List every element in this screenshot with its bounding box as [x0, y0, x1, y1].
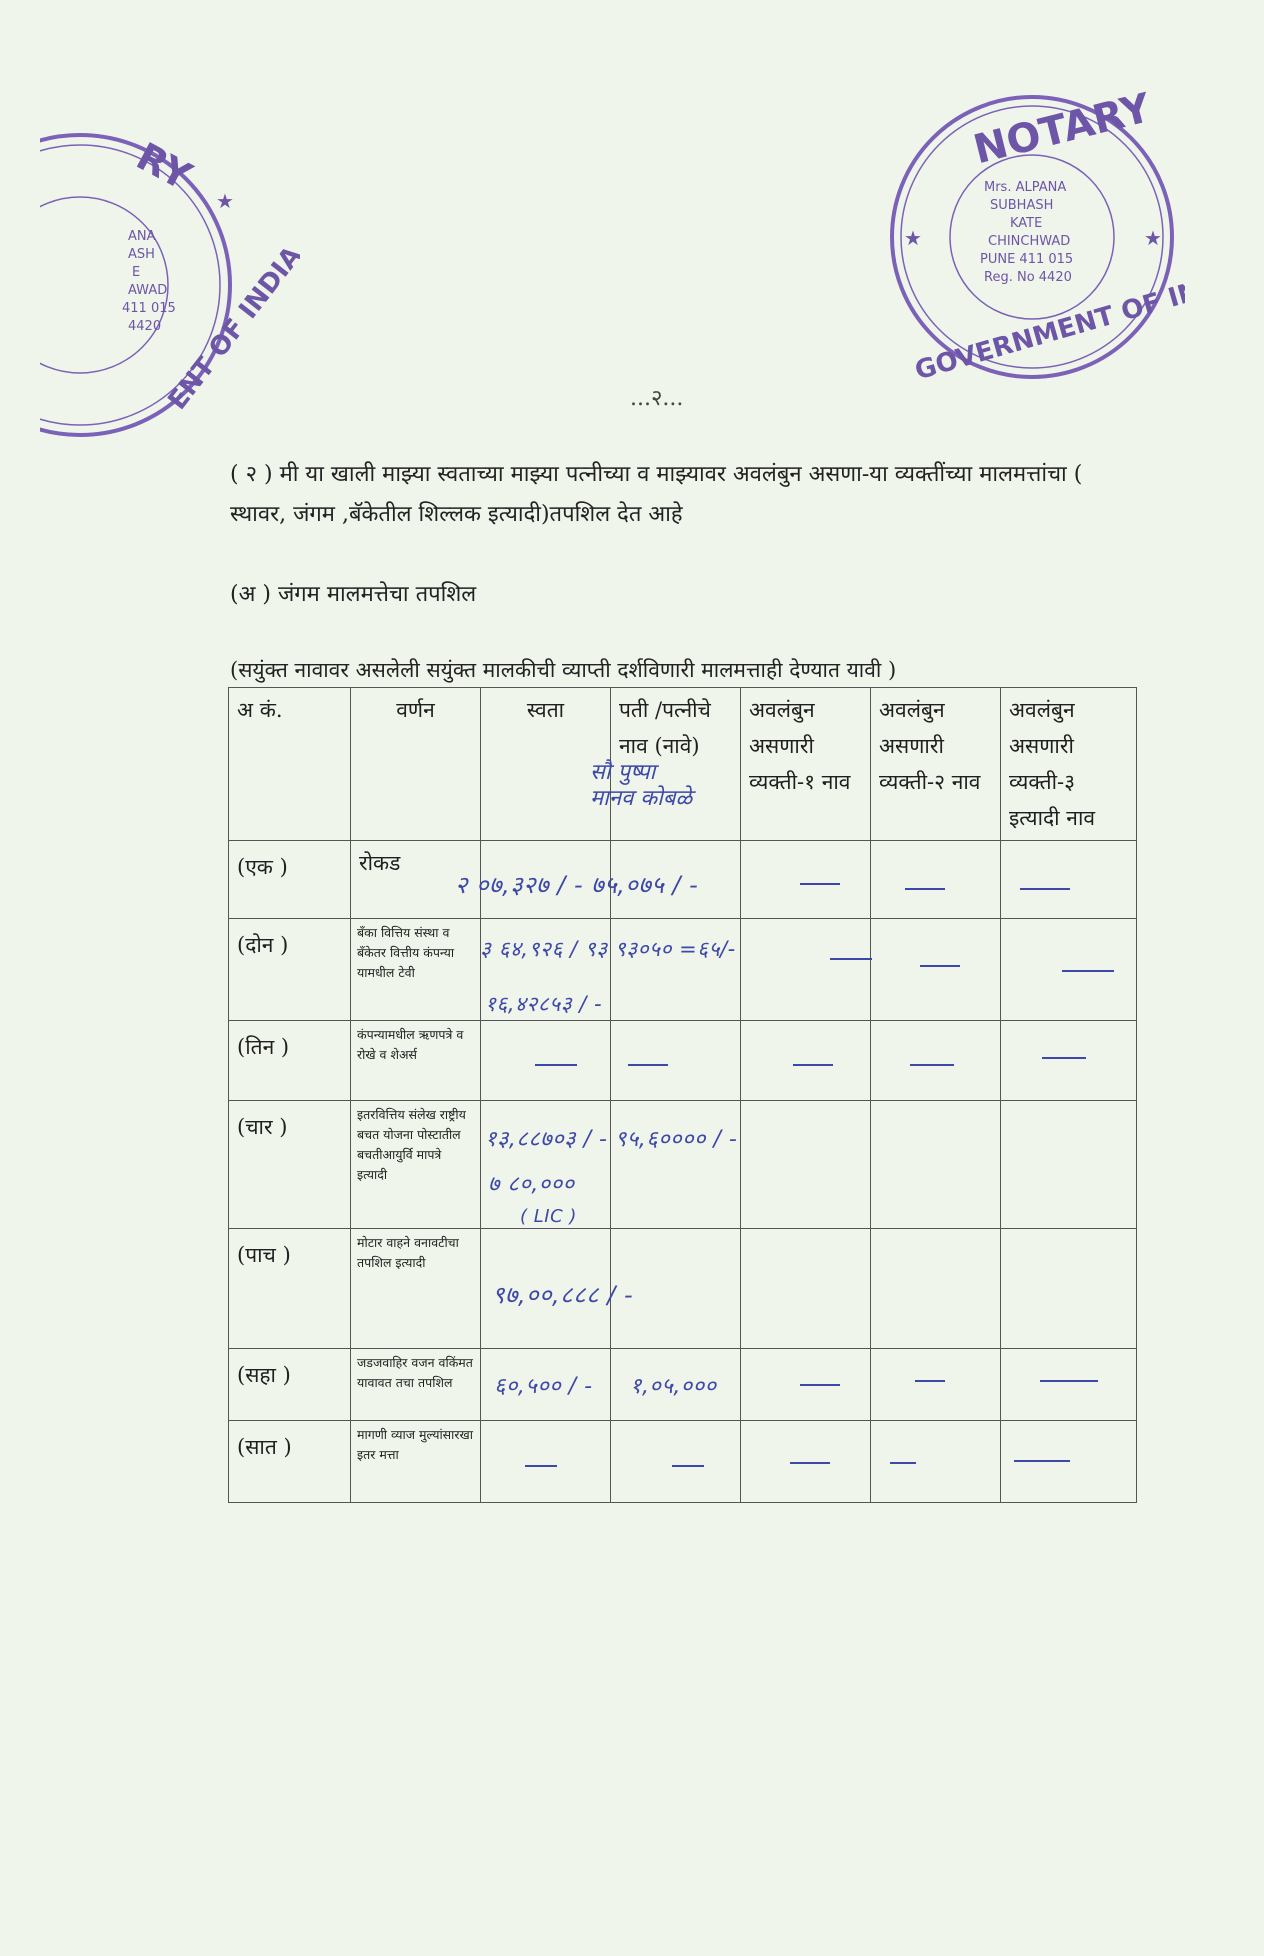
row-label: (पाच ) — [229, 1229, 351, 1349]
svg-text:SUBHASH: SUBHASH — [990, 198, 1054, 213]
nil-mark — [830, 958, 872, 960]
svg-text:KATE: KATE — [1010, 216, 1043, 231]
table-row — [229, 919, 1137, 1021]
row-description: इतरवित्तिय संलेख राष्ट्रीय बचत योजना पोस्टातील बचतीआयुर्वि मापत्रे इत्यादी — [351, 1101, 481, 1229]
stamp-right-ring: GOVERNMENT OF INDIA — [911, 262, 1185, 387]
nil-mark — [790, 1462, 830, 1464]
header-self: स्वता — [481, 688, 611, 841]
page-number: ...२... — [630, 386, 684, 411]
spouse-name-handwritten: सौ पुष्पा मानव कोबळे — [590, 760, 693, 811]
header-description: वर्णन — [351, 688, 481, 841]
header-dependent-1: अवलंबुन असणारी व्यक्ती-१ नाव — [741, 688, 871, 841]
header-spouse: पती /पत्नीचे नाव (नावे) — [611, 688, 741, 841]
table-row — [229, 1101, 1137, 1229]
table-row — [229, 1229, 1137, 1349]
row-description: रोकड — [351, 841, 481, 919]
nil-mark — [628, 1064, 668, 1066]
row-label: (सात ) — [229, 1421, 351, 1503]
nil-mark — [1020, 888, 1070, 890]
table-row — [229, 1021, 1137, 1101]
table-note: (सयुंक्त नावावर असलेली सयुंक्त मालकीची व्याप्ती दर्शविणारी मालमत्ताही देण्यात यावी ) — [230, 658, 897, 682]
row6-entry-self: ६०,५०० / - — [494, 1374, 593, 1399]
row-description: बँका वित्तिय संस्था व बँकेतर वित्तीय कंपन्या यामधील टेवी — [351, 919, 481, 1021]
row4-entry-1: १३,८८७०३ / - ९५,६०००० / - — [485, 1127, 738, 1152]
row-description: मागणी व्याज मुल्यांसारखा इतर मत्ता — [351, 1421, 481, 1503]
row-label: (दोन ) — [229, 919, 351, 1021]
row-label: (तिन ) — [229, 1021, 351, 1101]
svg-text:ANA: ANA — [128, 229, 156, 244]
row4-entry-3: ( LIC ) — [520, 1206, 577, 1227]
nil-mark — [1042, 1057, 1086, 1059]
row-label: (एक ) — [229, 841, 351, 919]
nil-mark — [800, 1384, 840, 1386]
header-dependent-3: अवलंबुन असणारी व्यक्ती-३ इत्यादी नाव — [1001, 688, 1137, 841]
row-description: मोटार वाहने वनावटीचा तपशिल इत्यादी — [351, 1229, 481, 1349]
notary-stamp-left — [40, 120, 300, 440]
svg-text:PUNE 411 015: PUNE 411 015 — [980, 252, 1074, 267]
nil-mark — [672, 1465, 704, 1467]
svg-text:★: ★ — [216, 189, 234, 213]
row2-entry-1: ३ ६४,९२६ / ९३ ९३०५० =६५/- — [480, 937, 736, 961]
nil-mark — [525, 1465, 557, 1467]
nil-mark — [793, 1064, 833, 1066]
row4-entry-2: ७ ८०,००० — [488, 1172, 575, 1197]
svg-text:E: E — [132, 265, 141, 280]
nil-mark — [915, 1380, 945, 1382]
section-title: (अ ) जंगम मालमत्तेचा तपशिल — [230, 582, 477, 607]
row-description: कंपन्यामधील ऋणपत्रे व रोखे व शेअर्स — [351, 1021, 481, 1101]
row-description: जडजवाहिर वजन वकिंमत यावावत तचा तपशिल — [351, 1349, 481, 1421]
nil-mark — [535, 1064, 577, 1066]
svg-text:★: ★ — [1144, 226, 1162, 250]
row6-entry-spouse: १,०५,००० — [630, 1374, 717, 1399]
nil-mark — [890, 1462, 916, 1464]
svg-text:ASH: ASH — [128, 247, 155, 262]
svg-text:4420: 4420 — [128, 319, 162, 334]
stamp-left-ring: ENT OF INDIA — [162, 240, 300, 416]
row5-entry: ९७,००,८८८ / - — [492, 1281, 634, 1309]
row-label: (सहा ) — [229, 1349, 351, 1421]
row-label: (चार ) — [229, 1101, 351, 1229]
row1-entry: २ ०७,३२७ / - ७५,०७५ / - — [455, 871, 699, 899]
svg-text:AWAD: AWAD — [128, 283, 168, 298]
nil-mark — [800, 883, 840, 885]
intro-paragraph: ( २ ) मी या खाली माझ्या स्वताच्या माझ्या पत्नीच्या व माझ्यावर अवलंबुन असणा-या व्यक्तींच्या मालमत्तांचा ( स्थावर, जंगम ,बॅकेतील शिल्लक इत्यादी)तपशिल देत आहे — [230, 462, 1083, 527]
svg-text:Reg. No 4420: Reg. No 4420 — [984, 270, 1072, 285]
notary-stamp-right — [880, 85, 1185, 390]
nil-mark — [920, 965, 960, 967]
nil-mark — [1040, 1380, 1098, 1382]
header-serial: अ कं. — [229, 688, 351, 841]
nil-mark — [1062, 970, 1114, 972]
nil-mark — [1014, 1460, 1070, 1462]
svg-text:CHINCHWAD: CHINCHWAD — [988, 234, 1071, 249]
row2-entry-2: १६,४२८५३ / - — [485, 992, 603, 1016]
table-row — [229, 1421, 1137, 1503]
stamp-right-word: NOTARY — [969, 85, 1156, 174]
svg-text:Mrs. ALPANA: Mrs. ALPANA — [984, 180, 1067, 195]
nil-mark — [910, 1064, 954, 1066]
svg-text:411 015: 411 015 — [122, 301, 176, 316]
nil-mark — [905, 888, 945, 890]
stamp-left-word: RY — [129, 134, 199, 199]
svg-text:★: ★ — [904, 226, 922, 250]
header-dependent-2: अवलंबुन असणारी व्यक्ती-२ नाव — [871, 688, 1001, 841]
